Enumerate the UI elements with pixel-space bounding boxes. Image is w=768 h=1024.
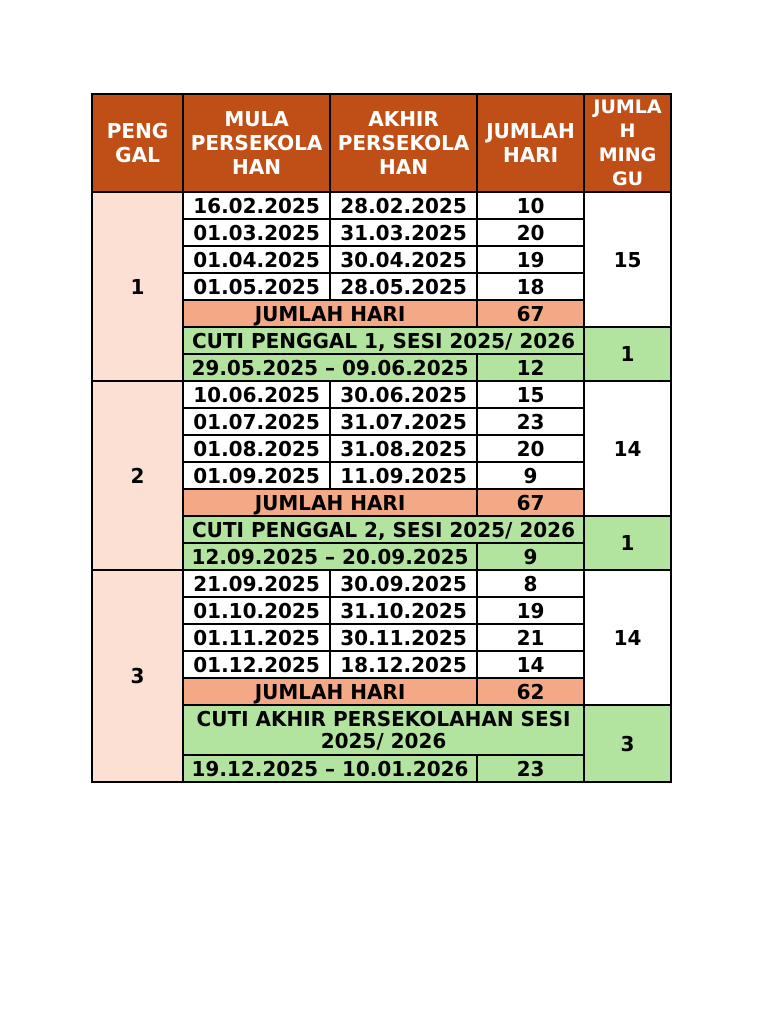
mula-date: 01.12.2025	[183, 651, 330, 678]
mula-date: 01.03.2025	[183, 219, 330, 246]
jumlah-hari-label: JUMLAH HARI	[183, 678, 477, 705]
akhir-date: 30.06.2025	[330, 381, 477, 408]
header-row	[92, 94, 671, 192]
cuti-dates: 19.12.2025 – 10.01.2026	[183, 755, 477, 782]
mula-date: 01.04.2025	[183, 246, 330, 273]
header-akhir-persekolahan: AKHIR PERSEKOLA HAN	[330, 94, 477, 192]
mula-date: 16.02.2025	[183, 192, 330, 219]
cuti-minggu: 3	[584, 705, 671, 782]
mula-date: 01.09.2025	[183, 462, 330, 489]
hari-count: 20	[477, 435, 584, 462]
jumlah-hari-label: JUMLAH HARI	[183, 300, 477, 327]
cuti-label	[183, 705, 584, 755]
akhir-date: 11.09.2025	[330, 462, 477, 489]
cuti-label: CUTI PENGGAL 1, SESI 2025/ 2026	[183, 327, 584, 354]
cuti-hari: 9	[477, 543, 584, 570]
akhir-date: 30.04.2025	[330, 246, 477, 273]
table-row	[92, 381, 671, 408]
cuti-minggu: 1	[584, 516, 671, 570]
hari-count: 19	[477, 246, 584, 273]
table-row	[92, 192, 671, 219]
jumlah-hari-label: JUMLAH HARI	[183, 489, 477, 516]
cuti-hari: 12	[477, 354, 584, 381]
akhir-date: 31.07.2025	[330, 408, 477, 435]
header-jumlah-minggu: JUMLA H MING GU	[584, 94, 671, 192]
penggal-number: 1	[92, 192, 183, 381]
cuti-hari: 23	[477, 755, 584, 782]
minggu-count: 15	[584, 192, 671, 327]
header-mula-persekolahan: MULA PERSEKOLA HAN	[183, 94, 330, 192]
header-penggal: PENG GAL	[92, 94, 183, 192]
akhir-date: 18.12.2025	[330, 651, 477, 678]
hari-count: 15	[477, 381, 584, 408]
hari-count: 21	[477, 624, 584, 651]
mula-date: 01.11.2025	[183, 624, 330, 651]
akhir-date: 31.08.2025	[330, 435, 477, 462]
mula-date: 01.05.2025	[183, 273, 330, 300]
header-jumlah-hari: JUMLAH HARI	[477, 94, 584, 192]
mula-date: 10.06.2025	[183, 381, 330, 408]
hari-count: 20	[477, 219, 584, 246]
mula-date: 01.07.2025	[183, 408, 330, 435]
cuti-label: CUTI PENGGAL 2, SESI 2025/ 2026	[183, 516, 584, 543]
hari-count: 23	[477, 408, 584, 435]
mula-date: 21.09.2025	[183, 570, 330, 597]
akhir-date: 30.09.2025	[330, 570, 477, 597]
mula-date: 01.08.2025	[183, 435, 330, 462]
cuti-label-line: 2025/ 2026	[320, 729, 447, 753]
cuti-label-line: CUTI AKHIR PERSEKOLAHAN SESI	[196, 707, 571, 731]
hari-count: 9	[477, 462, 584, 489]
jumlah-hari-value: 62	[477, 678, 584, 705]
akhir-date: 31.03.2025	[330, 219, 477, 246]
hari-count: 14	[477, 651, 584, 678]
hari-count: 19	[477, 597, 584, 624]
akhir-date: 28.02.2025	[330, 192, 477, 219]
jumlah-hari-value: 67	[477, 489, 584, 516]
minggu-count: 14	[584, 570, 671, 705]
hari-count: 8	[477, 570, 584, 597]
hari-count: 18	[477, 273, 584, 300]
minggu-count: 14	[584, 381, 671, 516]
table-row	[92, 570, 671, 597]
cuti-minggu: 1	[584, 327, 671, 381]
cuti-dates: 12.09.2025 – 20.09.2025	[183, 543, 477, 570]
akhir-date: 31.10.2025	[330, 597, 477, 624]
mula-date: 01.10.2025	[183, 597, 330, 624]
akhir-date: 28.05.2025	[330, 273, 477, 300]
jumlah-hari-value: 67	[477, 300, 584, 327]
school-calendar-table	[91, 93, 672, 783]
akhir-date: 30.11.2025	[330, 624, 477, 651]
penggal-number: 2	[92, 381, 183, 570]
penggal-number: 3	[92, 570, 183, 782]
hari-count: 10	[477, 192, 584, 219]
cuti-dates: 29.05.2025 – 09.06.2025	[183, 354, 477, 381]
